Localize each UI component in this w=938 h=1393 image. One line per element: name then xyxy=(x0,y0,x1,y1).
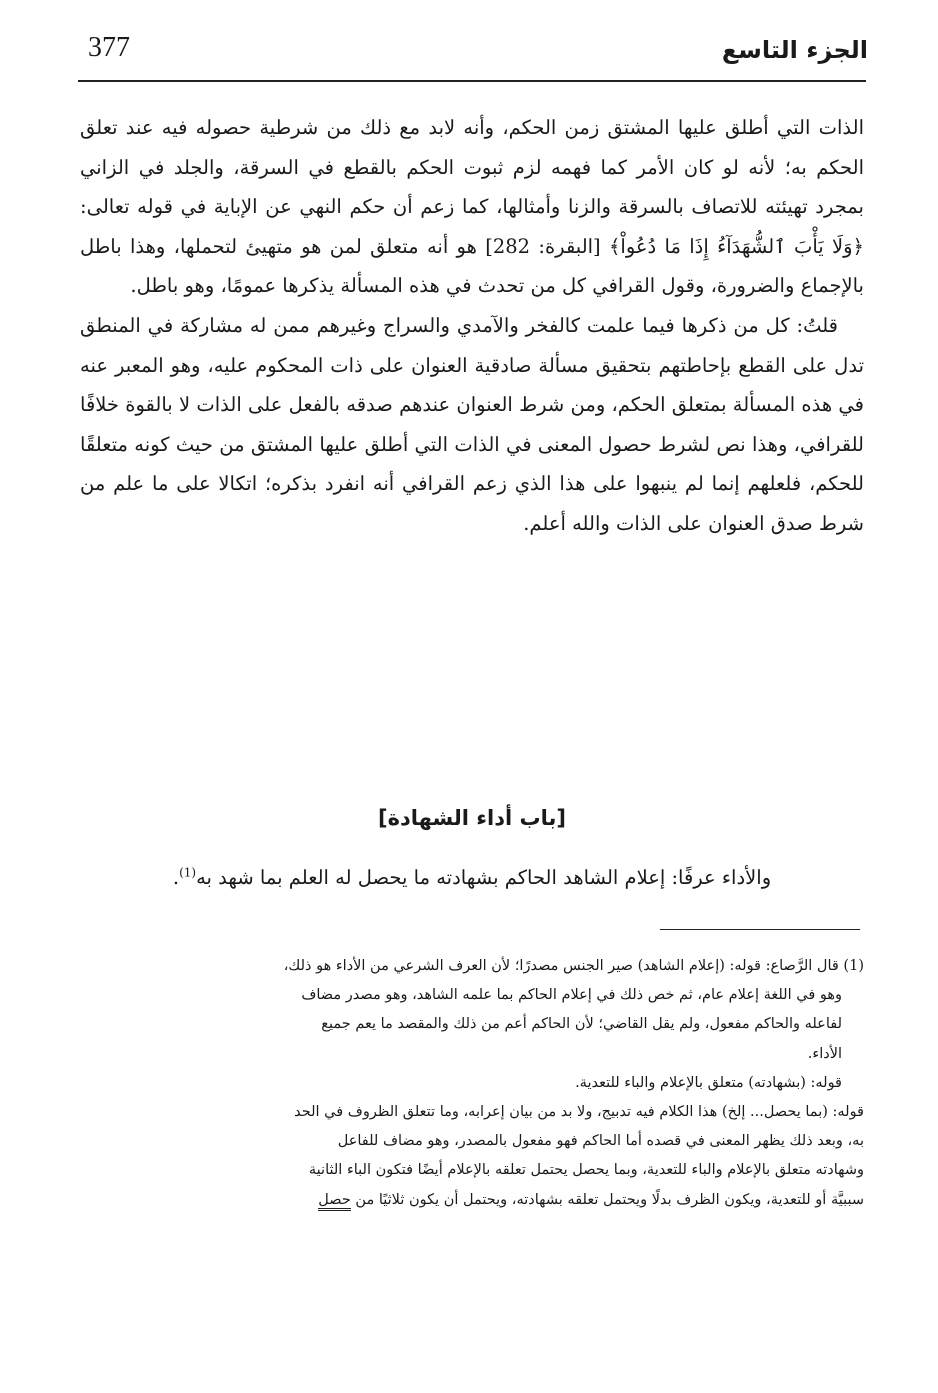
footnote-1-line-2: وهو في اللغة إعلام عام، ثم خص ذلك في إعلام الحاكم بما علمه الشاهد، وهو مصدر مضاف xyxy=(301,987,842,1004)
footnote-1-line-1: (1) قال الرَّصاع: قوله: (إعلام الشاهد) صير الجنس مصدرًا؛ لأن العرف الشرعي من الأداء هو ذلك، xyxy=(283,958,864,974)
footnote-marker: (1) xyxy=(843,958,864,974)
footnote-sub-note: قوله: (بشهادته) متعلق بالإعلام والباء للتعدية. xyxy=(575,1074,842,1091)
footnote-separator xyxy=(660,929,860,930)
footnote-1-line-4: الأداء. xyxy=(807,1045,842,1062)
page-number: 377 xyxy=(88,32,130,63)
footnote-para-line-2: به، وبعد ذلك يظهر المعنى في قصده أما الحاكم فهو مفعول بالمصدر، وهو مضاف للفاعل xyxy=(337,1133,864,1150)
footnote-ref: (1) xyxy=(179,865,197,880)
footnote-para-line-3: وشهادته متعلق بالإعلام والباء للتعدية، وبما يحصل يحتمل تعلقه بالإعلام أيضًا فتكون الباء الثانية xyxy=(308,1162,864,1179)
running-head xyxy=(70,32,868,76)
catchword: حصل xyxy=(318,1192,351,1211)
header-rule xyxy=(78,80,866,82)
main-text xyxy=(80,108,864,544)
definition-text: والأداء عرفًا: إعلام الشاهد الحاكم بشهادته ما يحصل له العلم بما شهد به xyxy=(196,866,772,889)
running-title: الجزء التاسع xyxy=(721,36,868,64)
footnote-para-line-1: قوله: (بما يحصل... إلخ) هذا الكلام فيه تدبيج، ولا بد من بيان إعرابه، وما تتعلق الظروف في الحد xyxy=(294,1104,864,1121)
definition-end: . xyxy=(172,866,180,889)
body-paragraph-1: الذات التي أطلق عليها المشتق زمن الحكم، وأنه لابد مع ذلك من شرطية حصوله فيه عند تعلق الحكم به؛ لأنه لو كان الأمر كما فهمه لزم ثبوت الحكم بالقطع في السرقة، والجلد في الزاني بمجرد تهيئته للاتصاف بالسرقة والزنا وأمثالها، كما زعم أن حكم النهي عن الإباية في قوله تعالى: ﴿وَلَا يَأْبَ ٱلشُّهَدَآءُ إِذَا مَا دُعُواْ﴾ [البقرة: 282] هو أنه متعلق لمن هو متهيئ لتحملها، وهذا باطل بالإجماع والضرورة، وقول القرافي كل من تحدث في هذه المسألة يذكرها عمومًا، وهو باطل. xyxy=(80,116,864,298)
section-heading: [باب أداء الشهادة] xyxy=(378,806,566,830)
footnotes xyxy=(80,952,864,1215)
footnote-para-line-4: سببيَّة أو للتعدية، ويكون الظرف بدلًا ويحتمل تعلقه بشهادته، ويحتمل أن يكون ثلاثيًا من حصل xyxy=(80,1186,864,1215)
footnote-1-line-3: لفاعله والحاكم مفعول، ولم يقل القاضي؛ لأن الحاكم أعم من ذلك والمقصد ما يعم جميع xyxy=(321,1016,842,1033)
definition-line xyxy=(80,858,864,898)
body-paragraph-2: قلتُ: كل من ذكرها فيما علمت كالفخر والآمدي والسراج وغيرهم ممن له مشاركة في المنطق تدل على القطع بإحاطتهم بتحقيق مسألة صادقية العنوان على ذات المحكوم عليه، وهو المعبر عنه في هذه المسألة بمتعلق الحكم، ومن شرط العنوان عندهم صدقه بالفعل على الذات لا بالقوة خلافًا للقرافي، وهذا نص لشرط حصول المعنى في الذات التي أطلق عليها المشتق من حيث كونه متعلقًا للحكم، فلعلهم إنما لم ينبهوا على هذا الذي زعم القرافي أنه انفرد بذكره؛ اتكالا على ما علم من شرط صدق العنوان على الذات والله أعلم. xyxy=(80,313,864,535)
